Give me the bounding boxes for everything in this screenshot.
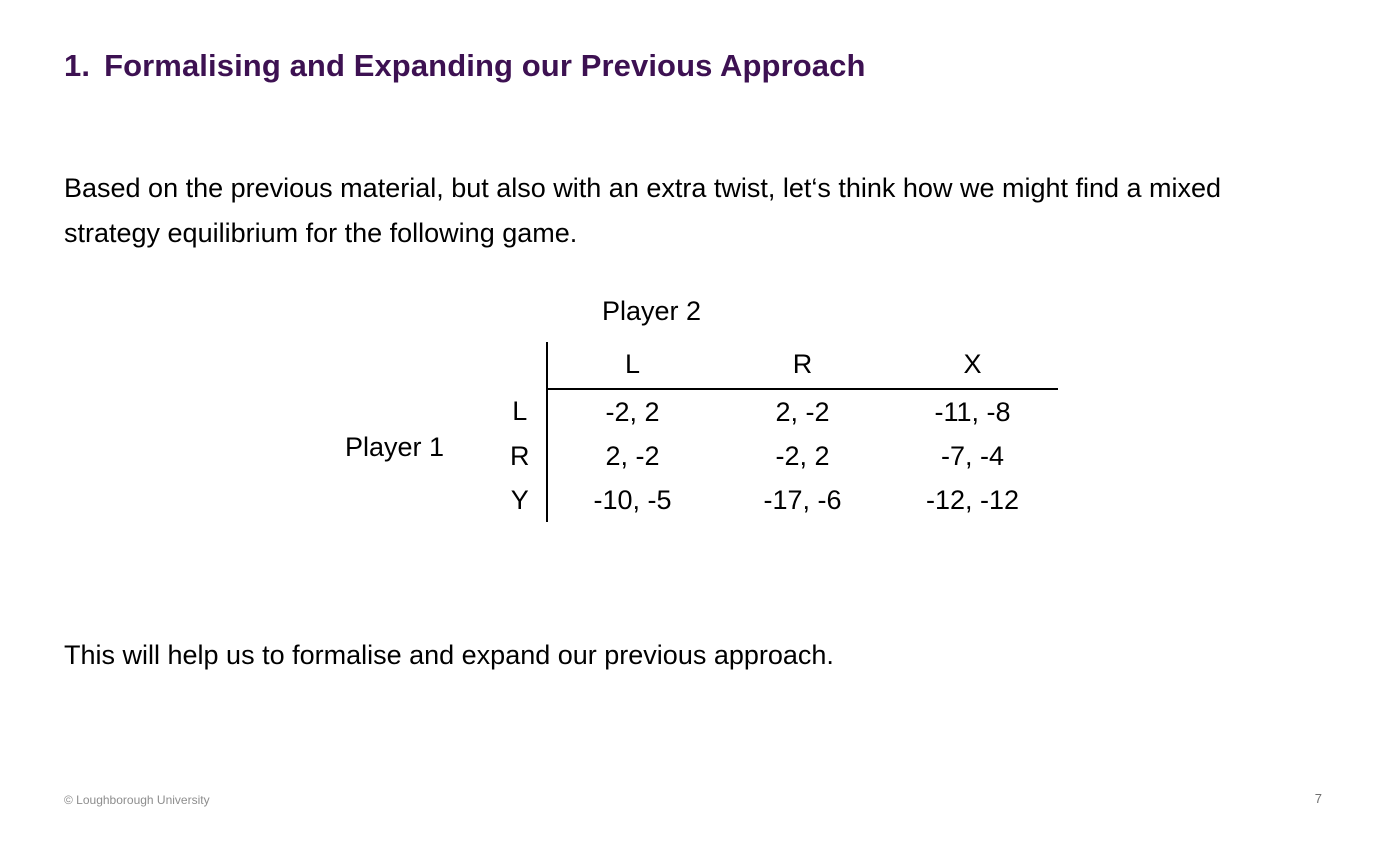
corner-cell (510, 342, 547, 389)
page-title (64, 48, 866, 84)
row-header-2: R (510, 440, 530, 471)
cell-r2c3: -7, -4 (940, 440, 1005, 471)
cell-r3c3: -12, -12 (925, 484, 1020, 515)
cell-r1c1: -2, 2 (547, 389, 718, 434)
player2-label: Player 2 (602, 296, 702, 326)
intro-paragraph: Based on the previous material, but also with an extra twist, let‘s think how we might find a mixed strategy equilibrium for the following game. (64, 173, 1222, 248)
table-row (510, 434, 1058, 478)
column-header-2: R (718, 342, 888, 389)
cell-r2c2: -2, 2 (775, 440, 830, 471)
table-row (510, 478, 1058, 522)
row-header-1: L (512, 396, 528, 426)
column-header-3: X (888, 342, 1058, 389)
row-header-3: Y (510, 484, 529, 515)
page-number: 7 (1314, 791, 1322, 806)
cell-r3c2: -17, -6 (763, 484, 842, 515)
column-header-1: L (547, 342, 718, 389)
payoff-table (510, 342, 1058, 522)
cell-r3c1: -10, -5 (547, 478, 718, 522)
footer-copyright: © Loughborough University (64, 793, 210, 807)
table-row (510, 389, 1058, 434)
closing-paragraph: This will help us to formalise and expand our previous approach. (64, 640, 834, 670)
cell-r2c1: 2, -2 (547, 434, 718, 478)
table-header-row (510, 342, 1058, 389)
page-title-text: Formalising and Expanding our Previous Approach (104, 48, 866, 83)
cell-r1c3: -11, -8 (934, 396, 1011, 427)
cell-r1c2: 2, -2 (775, 396, 830, 427)
player1-label: Player 1 (345, 432, 445, 462)
page-title-number: 1. (64, 48, 91, 83)
